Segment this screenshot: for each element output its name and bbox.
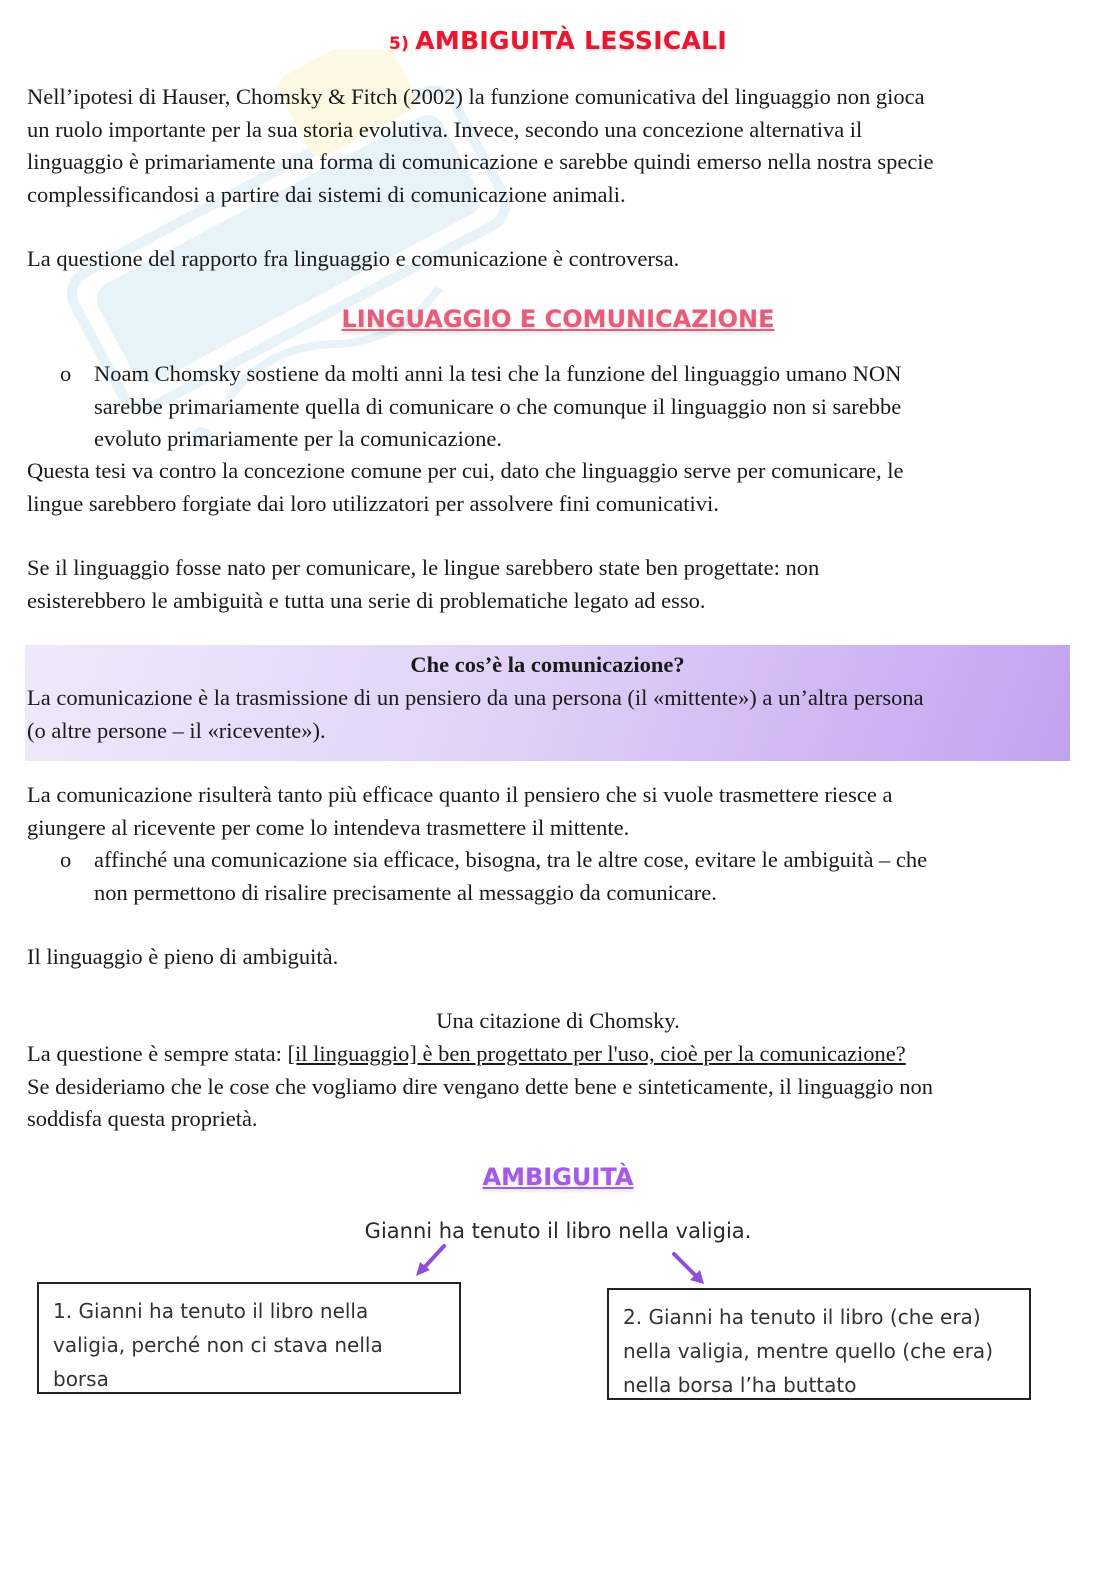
quote-intro: Una citazione di Chomsky. [436, 1008, 680, 1033]
efficacy-paragraph [27, 779, 1089, 844]
quote-prefix: La questione è sempre stata: [27, 1041, 288, 1066]
intro-paragraph [27, 81, 1089, 211]
reading-box-2 [607, 1288, 1031, 1400]
title-number: 5) [389, 34, 410, 54]
intro-line: Nell’ipotesi di Hauser, Chomsky & Fitch (2002) la funzione comunicativa del linguaggio non gioca [27, 84, 925, 109]
bullet-marker: o [60, 847, 72, 872]
quote-line: Se desideriamo che le cose che vogliamo dire vengano dette bene e sinteticamente, il linguaggio non [27, 1073, 933, 1099]
reading-line: nella valigia, mentre quello (che era) [623, 1339, 993, 1363]
arrow-left-icon [410, 1242, 450, 1278]
definition-box [25, 645, 1070, 761]
section-heading-linguaggio: LINGUAGGIO E COMUNICAZIONE [341, 305, 775, 333]
definition-title: Che cos’è la comunicazione? [410, 652, 685, 677]
example-sentence: Gianni ha tenuto il libro nella valigia. [364, 1219, 752, 1243]
reading-line: borsa [53, 1367, 109, 1391]
page-title [0, 26, 1116, 55]
thesis-line: Questa tesi va contro la concezione comune per cui, dato che linguaggio serve per comunicare, le [27, 458, 904, 483]
definition-line: (o altre persone – il «ricevente»). [27, 717, 326, 743]
section-heading-ambiguita: AMBIGUITÀ [482, 1163, 634, 1191]
definition-text [27, 682, 1072, 747]
reading-box-1 [37, 1282, 461, 1394]
definition-line: La comunicazione è la trasmissione di un pensiero da una persona (il «mittente») a un’altra persona [27, 685, 924, 710]
reading-line: 2. Gianni ha tenuto il libro (che era) [623, 1305, 981, 1329]
intro-line: un ruolo importante per la sua storia evolutiva. Invece, secondo una concezione alternativa il [27, 116, 863, 142]
efficacy-line: La comunicazione risulterà tanto più efficace quanto il pensiero che si vuole trasmettere riesce a [27, 782, 893, 807]
quote-line [27, 1038, 1089, 1071]
efficacy-line: giungere al ricevente per come lo intendeva trasmettere il mittente. [27, 814, 630, 840]
reading-line: nella borsa l’ha buttato [623, 1373, 857, 1397]
bullet-line: affinché una comunicazione sia efficace, bisogna, tra le altre cose, evitare le ambiguità – che [94, 847, 928, 872]
thesis-line: lingue sarebbero forgiate dai loro utilizzatori per assolvere fini comunicativi. [27, 490, 719, 516]
title-text: AMBIGUITÀ LESSICALI [415, 26, 727, 55]
intro-question: La questione del rapporto fra linguaggio e comunicazione è controversa. [27, 246, 680, 271]
bullet-text [94, 844, 1084, 909]
bullet-text [94, 358, 1084, 456]
bullet-line: sarebbe primariamente quella di comunicare o che comunque il linguaggio non si sarebbe [94, 393, 902, 419]
intro-line: linguaggio è primariamente una forma di comunicazione e sarebbe quindi emerso nella nostra specie [27, 149, 934, 174]
reading-line: 1. Gianni ha tenuto il libro nella [53, 1299, 369, 1323]
bullet-marker: o [60, 361, 72, 386]
design-paragraph [27, 552, 1089, 617]
thesis-paragraph [27, 455, 1089, 520]
bullet-line: non permettono di risalire precisamente al messaggio da comunicare. [94, 879, 717, 905]
ambiguity-statement: Il linguaggio è pieno di ambiguità. [27, 944, 339, 969]
quote-underlined: [il linguaggio] è ben progettato per l'uso, cioè per la comunicazione? [287, 1041, 906, 1066]
quote-paragraph [27, 1038, 1089, 1136]
intro-line: complessificandosi a partire dai sistemi di comunicazione animali. [27, 181, 626, 207]
bullet-line: Noam Chomsky sostiene da molti anni la tesi che la funzione del linguaggio umano NON [94, 361, 902, 386]
bullet-line: evoluto primariamente per la comunicazione. [94, 426, 502, 451]
quote-line: soddisfa questa proprietà. [27, 1106, 258, 1131]
arrow-right-icon [668, 1250, 710, 1286]
design-line: esisterebbero le ambiguità e tutta una serie di problematiche legato ad esso. [27, 587, 706, 613]
design-line: Se il linguaggio fosse nato per comunicare, le lingue sarebbero state ben progettate: non [27, 555, 820, 580]
reading-line: valigia, perché non ci stava nella [53, 1333, 383, 1357]
